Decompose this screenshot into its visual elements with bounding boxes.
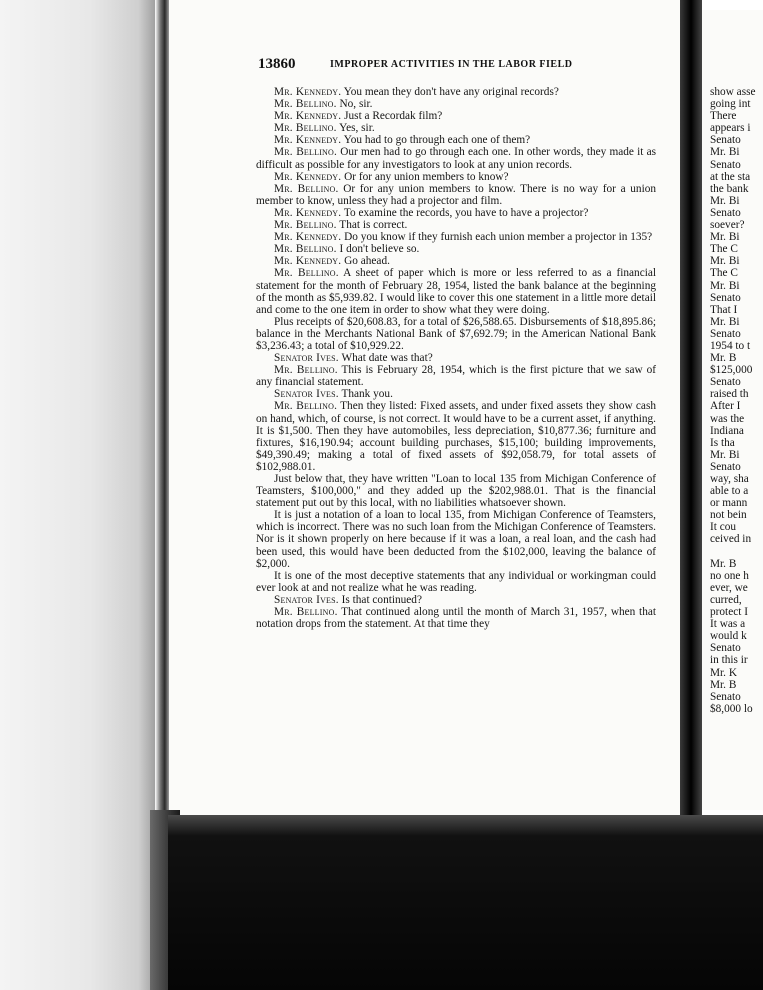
transcript-paragraph	[256, 86, 656, 98]
paragraph-text: This is February 28, 1954, which is the first picture that we saw of any financial statement.	[256, 364, 656, 389]
facing-page-line: Senato	[710, 291, 741, 304]
facing-page-line: Mr. B	[710, 557, 737, 570]
paragraph-text: Just a Recordak film?	[344, 110, 443, 123]
transcript-paragraph	[256, 509, 656, 569]
speaker-name: Mr. Bellino.	[274, 606, 338, 619]
facing-page-line: not bein	[710, 509, 747, 522]
paragraph-text: Or for any union members to know?	[344, 170, 509, 183]
page-header	[258, 56, 658, 76]
facing-page-line: Mr. B	[710, 678, 737, 691]
facing-page-line: the bank	[710, 182, 749, 195]
facing-page-line: Is tha	[710, 436, 735, 449]
paragraph-text: A sheet of paper which is more or less referred to as a financial statement for the month of February 28, 1954, listed the bank balance at the beginning of the month as $5,939.82. I would like to cover this one statement in a little more detail and come to the one item in order to show what they were doing.	[256, 267, 657, 316]
facing-page-line: $8,000 lo	[710, 702, 753, 715]
speaker-name: Mr. Bellino.	[274, 243, 337, 256]
facing-page-line: Mr. Bi	[710, 448, 740, 461]
facing-page-line: protect I	[710, 606, 748, 619]
paragraph-text: It is one of the most deceptive statements that any individual or workingman could ever look at and not realize what he was reading.	[256, 569, 656, 594]
transcript-paragraph	[256, 219, 656, 231]
facing-page-line: Indiana	[710, 424, 744, 437]
speaker-name: Mr. Bellino.	[274, 182, 339, 195]
facing-page-line: in this ir	[710, 654, 748, 667]
facing-page-text	[710, 86, 763, 715]
facing-page-line: Mr. Bi	[710, 231, 740, 244]
transcript-body	[256, 86, 656, 630]
speaker-name: Mr. Bellino.	[274, 364, 338, 377]
speaker-name: Senator Ives.	[274, 593, 339, 606]
facing-page-line: was the	[710, 412, 745, 425]
facing-page-line: Mr. Bi	[710, 315, 740, 328]
transcript-paragraph	[256, 594, 656, 606]
running-title: IMPROPER ACTIVITIES IN THE LABOR FIELD	[330, 59, 573, 70]
transcript-paragraph	[256, 388, 656, 400]
facing-page-line: Senato	[710, 206, 741, 219]
transcript-paragraph	[256, 110, 656, 122]
facing-page-line: Mr. Bi	[710, 146, 740, 159]
transcript-paragraph	[256, 183, 656, 207]
facing-page-line: curred,	[710, 593, 742, 606]
speaker-name: Mr. Bellino.	[274, 400, 338, 413]
speaker-name: Mr. Kennedy.	[274, 170, 342, 183]
page-number: 13860	[258, 56, 296, 72]
transcript-paragraph	[256, 606, 656, 630]
transcript-paragraph	[256, 364, 656, 388]
speaker-name: Mr. Bellino.	[274, 267, 339, 280]
paragraph-text: It is just a notation of a loan to local 135, from Michigan Conference of Teamsters, which is incorrect. There was no such loan from the Michigan Conference of Teamsters. Nor is it shown properly on here because if it was a loan, a real loan, and the cash had been used, this would have been deducted from the $102,000, leaving the balance of $2,000.	[256, 509, 656, 570]
transcript-paragraph	[256, 146, 656, 170]
paragraph-text: You mean they don't have any original records?	[343, 86, 559, 98]
facing-page-line: at the sta	[710, 170, 751, 183]
transcript-paragraph	[256, 122, 656, 134]
paragraph-text: Just below that, they have written "Loan to local 135 from Michigan Conference of Teamsters, $100,000," and they added up the $202,988.01. That is the financial statement put out by this local, with no liabilities whatsoever shown.	[256, 473, 656, 510]
facing-page-line: way, sha	[710, 473, 749, 485]
facing-page-line: soever?	[710, 219, 745, 232]
facing-page-line: Senato	[710, 690, 741, 703]
facing-page-line: Senato	[710, 134, 741, 147]
paragraph-text: Thank you.	[341, 388, 393, 401]
paragraph-text: I don't believe so.	[339, 243, 420, 256]
speaker-name: Mr. Kennedy.	[274, 110, 342, 123]
facing-page-line: show asse	[710, 86, 756, 98]
facing-page-line: would k	[710, 630, 747, 643]
speaker-name: Mr. Kennedy.	[274, 255, 342, 268]
facing-page-line: Mr. Bi	[710, 279, 740, 292]
facing-page-line: $125,000	[710, 364, 753, 377]
facing-page-line: It cou	[710, 521, 737, 534]
transcript-paragraph	[256, 207, 656, 219]
transcript-paragraph	[256, 98, 656, 110]
facing-page-line: The C	[710, 267, 738, 280]
facing-page-line: There	[710, 110, 737, 123]
facing-page-line: able to a	[710, 485, 749, 498]
speaker-name: Mr. Bellino.	[274, 146, 338, 159]
facing-page-line: It was a	[710, 618, 746, 631]
paragraph-text: Yes, sir.	[339, 122, 375, 135]
facing-page-line: The C	[710, 243, 738, 256]
speaker-name: Mr. Bellino.	[274, 122, 337, 135]
paragraph-text: That continued along until the month of March 31, 1957, when that notation drops from the statement. At that time they	[256, 606, 656, 631]
paragraph-text: Is that continued?	[341, 593, 422, 606]
paragraph-text: Or for any union members to know. There is no way for a union member to know, unless they had a projector and film.	[256, 182, 657, 207]
facing-page-line: going int	[710, 98, 751, 111]
paragraph-text: Our men had to go through each one. In other words, they made it as difficult as possible for any investigators to look at any union records.	[256, 146, 656, 171]
speaker-name: Senator Ives.	[274, 388, 339, 401]
scanner-bottom-shadow	[168, 815, 763, 990]
facing-page-line: Senato	[710, 376, 741, 389]
facing-page-line: or mann	[710, 497, 748, 510]
paragraph-text: That is correct.	[339, 219, 408, 232]
paragraph-text: Go ahead.	[344, 255, 390, 268]
paragraph-text: To examine the records, you have to have a projector?	[343, 206, 589, 219]
scanner-left-margin	[0, 0, 163, 990]
paragraph-text: You had to go through each one of them?	[343, 134, 531, 147]
paragraph-text: Plus receipts of $20,608.83, for a total of $26,588.65. Disbursements of $18,895.86; balance in the Merchants National Bank of $7,692.79; in the American National Bank $3,236.43; a total of $10,929.22.	[256, 315, 656, 352]
facing-page-line	[710, 546, 763, 558]
facing-page-line: Mr. K	[710, 666, 737, 679]
paragraph-text: Then they listed: Fixed assets, and under fixed assets they show cash on hand, which, of course, is not correct. It would have to be a current asset, if anything. It is $1,500. Then they have automobiles, less depreciation, $10,877.36; furniture and fixtures, $16,190.94; account building purchases, $15,100; building improvements, $49,390.49; making a total of fixed assets of $92,058.79, for total assets of $102,988.01.	[256, 400, 656, 473]
speaker-name: Mr. Kennedy.	[274, 206, 342, 219]
facing-page-line: ceived in	[710, 533, 752, 546]
transcript-paragraph	[256, 134, 656, 146]
facing-page-line: appears i	[710, 122, 751, 135]
speaker-name: Senator Ives.	[274, 352, 339, 365]
transcript-paragraph	[256, 570, 656, 594]
facing-page-line: Senato	[710, 642, 741, 655]
transcript-paragraph	[256, 267, 656, 315]
speaker-name: Mr. Kennedy.	[274, 231, 342, 244]
transcript-paragraph	[256, 255, 656, 267]
transcript-paragraph	[256, 400, 656, 473]
facing-page-line: Senato	[710, 327, 741, 340]
speaker-name: Mr. Kennedy.	[274, 134, 342, 147]
facing-page-line: raised th	[710, 388, 749, 401]
facing-page-line: That I	[710, 303, 738, 316]
transcript-paragraph	[256, 316, 656, 352]
transcript-paragraph	[256, 171, 656, 183]
speaker-name: Mr. Kennedy.	[274, 86, 342, 98]
facing-page-line: Senato	[710, 158, 741, 171]
transcript-paragraph	[256, 473, 656, 509]
speaker-name: Mr. Bellino.	[274, 219, 337, 232]
paragraph-text: What date was that?	[341, 352, 433, 365]
facing-page-line: no one h	[710, 569, 749, 582]
transcript-paragraph	[256, 243, 656, 255]
book-gutter	[680, 0, 702, 820]
facing-page-line: Senato	[710, 460, 741, 473]
transcript-paragraph	[256, 352, 656, 364]
paragraph-text: Do you know if they furnish each union member a projector in 135?	[344, 231, 653, 244]
facing-page-line: Mr. B	[710, 352, 737, 365]
paragraph-text: No, sir.	[339, 98, 373, 111]
facing-page-line: 1954 to t	[710, 339, 751, 352]
facing-page-line: After I	[710, 400, 741, 413]
speaker-name: Mr. Bellino.	[274, 98, 337, 111]
transcript-paragraph	[256, 231, 656, 243]
facing-page-line: Mr. Bi	[710, 255, 740, 268]
facing-page-line: Mr. Bi	[710, 194, 740, 207]
facing-page-line: ever, we	[710, 581, 748, 594]
